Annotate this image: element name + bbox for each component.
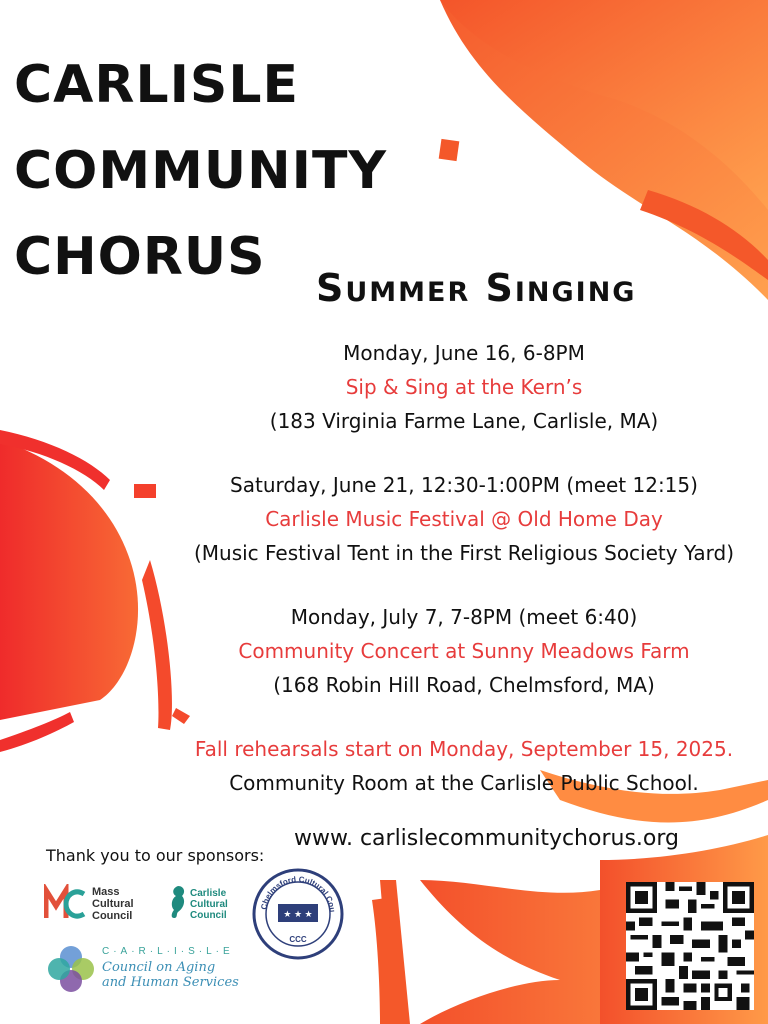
- fall-rehearsal-notice: Fall rehearsals start on Monday, September 15, 2025.: [194, 737, 734, 761]
- summer-singing-heading: Summer Singing: [316, 266, 637, 310]
- event-3-what: Community Concert at Sunny Meadows Farm: [238, 639, 690, 663]
- website-link[interactable]: www. carlislecommunitychorus.org: [294, 826, 679, 851]
- chorus-title: [14, 42, 387, 300]
- coa-line-1: Council on Aging: [102, 960, 216, 975]
- qr-code-icon: [626, 882, 754, 1010]
- seal-text: Chelmsford Cultural Cou: [259, 874, 338, 913]
- title-line-2: COMMUNITY: [14, 141, 388, 201]
- event-3-where: (168 Robin Hill Road, Chelmsford, MA): [273, 673, 655, 697]
- mcc-line-2: Cultural: [92, 898, 134, 910]
- carlisle-cultural-council-logo: [166, 884, 256, 924]
- coa-header: C·A·R·L·I·S·L·E: [102, 946, 234, 957]
- chelmsford-cultural-council-seal: [252, 868, 344, 960]
- seahorse-icon: [166, 884, 188, 920]
- coa-line-2: and Human Services: [102, 975, 239, 990]
- mcc-line-1: Mass: [92, 886, 120, 898]
- fall-rehearsal-location: Community Room at the Carlisle Public School.: [229, 771, 699, 795]
- mcc-mark-icon: [44, 884, 88, 924]
- event-2-when: Saturday, June 21, 12:30-1:00PM (meet 12:15): [230, 473, 698, 497]
- flower-icon: [46, 944, 96, 994]
- ccc-line-2: Cultural: [190, 899, 228, 910]
- sponsors-label: Thank you to our sponsors:: [46, 846, 265, 865]
- event-1-where: (183 Virginia Farme Lane, Carlisle, MA): [269, 409, 659, 433]
- council-on-aging-logo: [46, 944, 256, 996]
- mcc-line-3: Council: [92, 910, 133, 922]
- event-1-what: Sip & Sing at the Kern’s: [345, 375, 583, 399]
- qr-code[interactable]: [626, 882, 754, 1010]
- events-list: [160, 336, 768, 800]
- title-line-1: CARLISLE: [14, 55, 300, 115]
- event-1-when: Monday, June 16, 6-8PM: [343, 341, 585, 365]
- seal-icon: [252, 868, 344, 960]
- ccc-line-3: Council: [190, 910, 227, 921]
- event-2-what: Carlisle Music Festival @ Old Home Day: [265, 507, 663, 531]
- mass-cultural-council-logo: [44, 884, 154, 924]
- seal-abbrev: CCC: [289, 935, 307, 944]
- event-2-where: (Music Festival Tent in the First Religious Society Yard): [193, 541, 735, 565]
- ccc-line-1: Carlisle: [190, 888, 227, 899]
- title-line-3: CHORUS: [14, 227, 266, 287]
- event-3-when: Monday, July 7, 7-8PM (meet 6:40): [290, 605, 638, 629]
- svg-text:★ ★ ★: ★ ★ ★: [283, 909, 313, 919]
